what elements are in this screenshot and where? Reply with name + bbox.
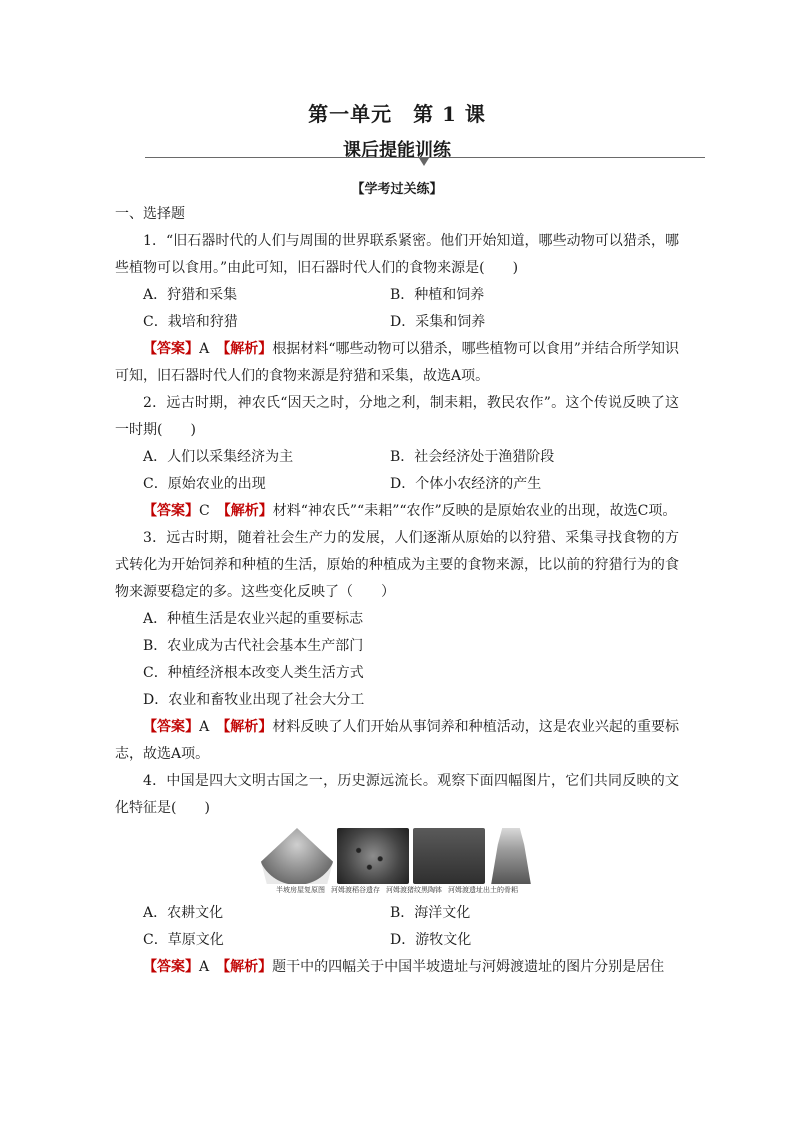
answer-label: 【答案】 (143, 503, 199, 519)
divider-triangle-icon (419, 158, 429, 166)
section-heading: 一、选择题 (115, 206, 185, 222)
answer-label: 【答案】 (143, 341, 200, 357)
question-4-options-row-1 (115, 900, 679, 927)
banpo-house-image (261, 828, 333, 884)
answer-label: 【答案】 (143, 959, 199, 975)
analysis-label: 【解析】 (223, 959, 273, 975)
question-3-option-b: B．农业成为古代社会基本生产部门 (143, 638, 364, 654)
question-1-options-row-2 (115, 309, 679, 336)
questions-body (115, 201, 679, 981)
question-4-option-a: A．农耕文化 (143, 905, 224, 921)
question-2-stem: 2．远古时期，神农氏“因天之时，分地之利，制耒耜，教民农作”。这个传说反映了这一时期( ) (115, 395, 679, 438)
answer-value: A (199, 959, 210, 975)
question-1-option-b: B．种植和饲养 (390, 287, 485, 303)
question-2-options-row-2 (115, 471, 679, 498)
question-3-option-c: C．种植经济根本改变人类生活方式 (143, 665, 364, 681)
question-4-option-d: D．游牧文化 (390, 932, 472, 948)
question-4-answer (115, 954, 679, 981)
question-1-option-d: D．采集和饲养 (390, 314, 486, 330)
question-2-option-b: B．社会经济处于渔猎阶段 (390, 449, 555, 465)
question-1-stem: 1．“旧石器时代的人们与周围的世界联系紧密。他们开始知道，哪些动物可以猎杀，哪些植物可以食用。”由此可知，旧石器时代人们的食物来源是( ) (115, 233, 679, 276)
question-3-option-d: D．农业和畜牧业出现了社会大分工 (143, 692, 365, 708)
page-subtitle: 课后提能训练 (343, 140, 451, 161)
question-3-answer (115, 714, 679, 768)
figure-caption: 河姆渡猪纹黑陶钵 (386, 886, 442, 894)
question-1-option-c: C．栽培和狩猎 (143, 314, 238, 330)
question-4-options-row-2 (115, 927, 679, 954)
question-4-stem: 4．中国是四大文明古国之一，历史源远流长。观察下面四幅图片，它们共同反映的文化特征是( ) (115, 773, 679, 816)
figure-caption: 半坡房屋复原图 (276, 886, 325, 894)
answer-label: 【答案】 (143, 719, 200, 735)
analysis-text: 根据材料“哪些动物可以猎杀，哪些植物可以食用”并结合所学知识可知，旧石器时代人们的食物来源是狩猎和采集，故选A项。 (115, 341, 680, 384)
question-2-answer (115, 498, 679, 525)
question-4-option-b: B．海洋文化 (390, 905, 471, 921)
question-3-stem: 3．远古时期，随着社会生产力的发展，人们逐渐从原始的以狩猎、采集寻找食物的方式转化为开始饲养和种植的生活，原始的种植成为主要的食物来源，比以前的狩猎行为的食物来源要稳定的多。这些变化反映了（ ） (115, 530, 679, 600)
question-1-options-row-1 (115, 282, 679, 309)
question-2-option-a: A．人们以采集经济为主 (143, 449, 294, 465)
answer-value: A (199, 341, 210, 357)
analysis-text: 材料反映了人们开始从事饲养和种植活动，这是农业兴起的重要标志，故选A项。 (115, 719, 680, 762)
answer-value: A (199, 719, 210, 735)
page-title: 第一单元 第 1 课 (308, 102, 486, 126)
question-1-option-a: A．狩猎和采集 (143, 287, 238, 303)
pig-pottery-image (413, 828, 485, 884)
analysis-label: 【解析】 (223, 719, 273, 735)
question-4-option-c: C．草原文化 (143, 932, 224, 948)
analysis-label: 【解析】 (223, 503, 273, 519)
answer-value: C (199, 503, 210, 519)
section-label: 【学考过关练】 (351, 182, 443, 197)
bone-spade-image (489, 828, 533, 884)
question-4-figure (115, 828, 679, 884)
analysis-text: 材料“神农氏”“耒耜”“农作”反映的是原始农业的出现，故选C项。 (272, 503, 677, 519)
figure-caption: 河姆渡遗址出土的骨耜 (448, 886, 518, 894)
question-2-options-row-1 (115, 444, 679, 471)
question-2-option-d: D．个体小农经济的产生 (390, 476, 542, 492)
question-3-option-a: A．种植生活是农业兴起的重要标志 (143, 611, 364, 627)
figure-caption: 河姆渡稻谷遗存 (331, 886, 380, 894)
question-1-answer (115, 336, 679, 390)
analysis-text: 题干中的四幅关于中国半坡遗址与河姆渡遗址的图片分别是居住 (272, 959, 665, 975)
question-4-figure-captions (115, 884, 679, 896)
rice-remains-image (337, 828, 409, 884)
analysis-label: 【解析】 (223, 341, 273, 357)
question-2-option-c: C．原始农业的出现 (143, 476, 266, 492)
